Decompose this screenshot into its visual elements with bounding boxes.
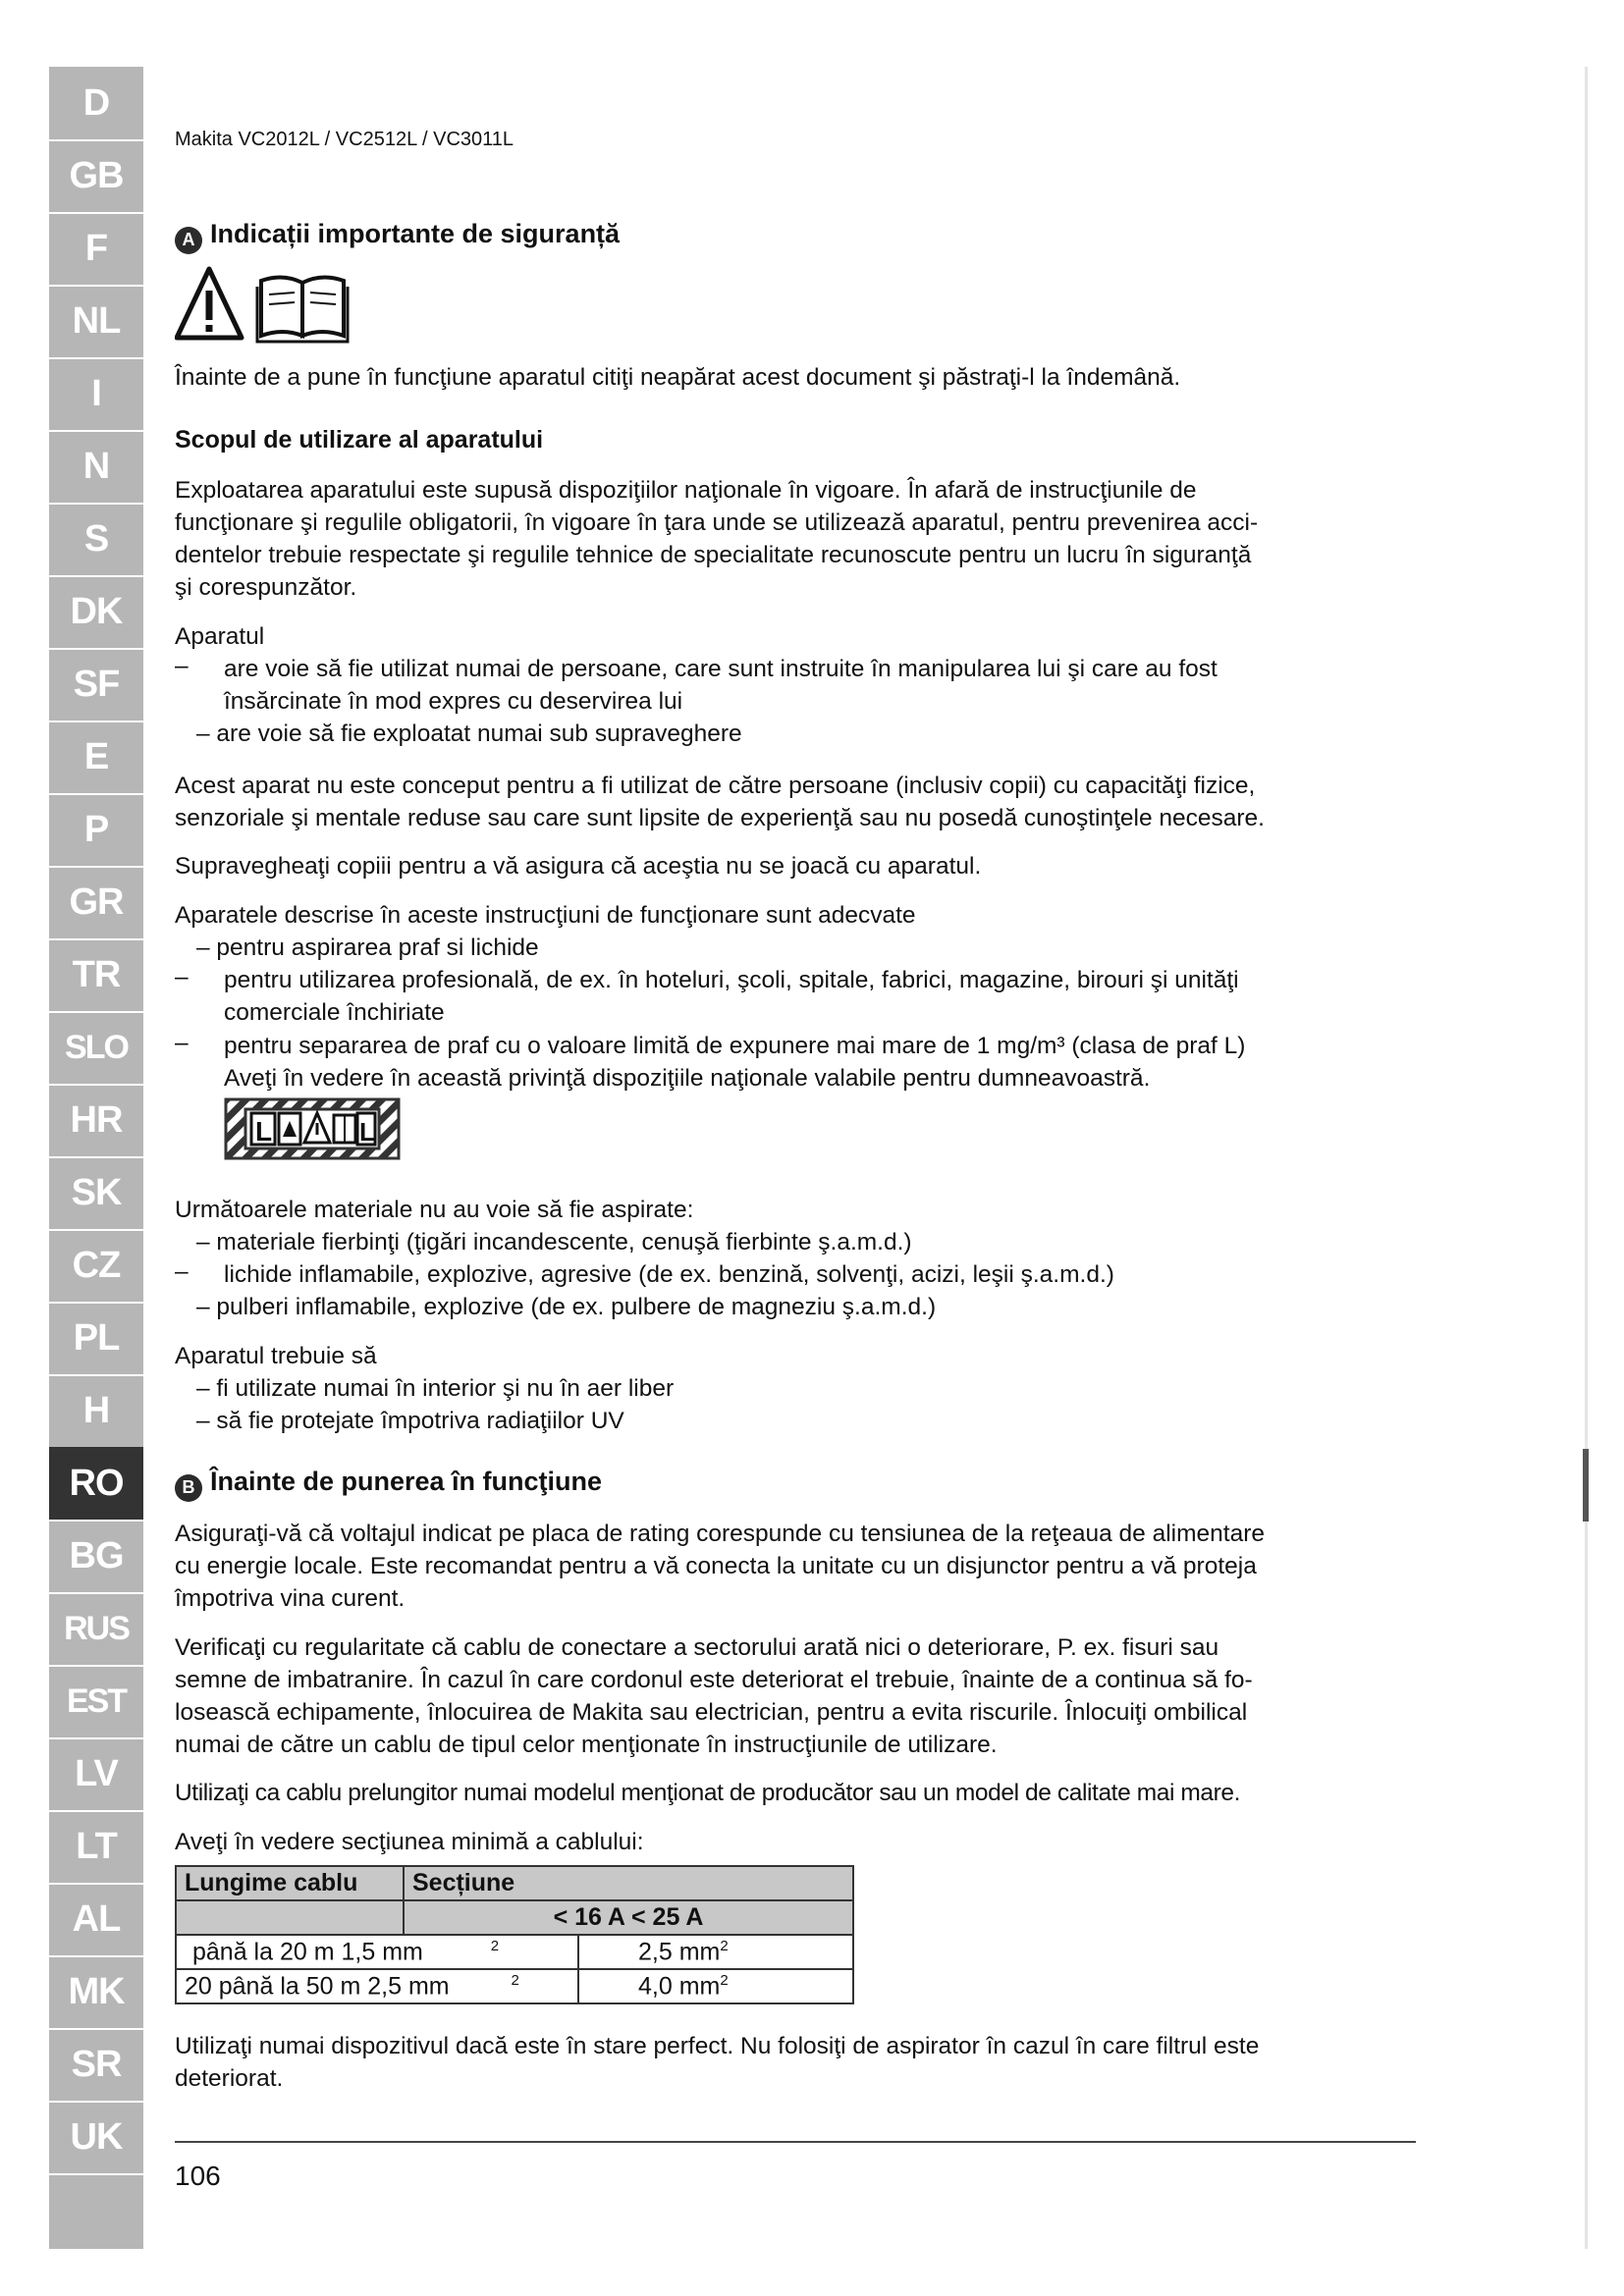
must-item-1: – fi utilizate numai în interior şi nu în aer liber: [196, 1375, 675, 1402]
table-cell-length-text: 20 până la 50 m 2,5 mm: [185, 1972, 450, 2001]
table-cell-sup: 2: [490, 1937, 500, 1954]
not-allowed-intro: Următoarele materiale nu au voie să fie aspirate:: [175, 1197, 694, 1223]
table-cell-value: [578, 1969, 853, 2003]
device-label: Aparatul: [175, 623, 265, 650]
dust-class-badge-svg: [224, 1097, 401, 1160]
table-cell-value-sup: 2: [720, 1971, 729, 1989]
cable-section-table: [175, 1865, 854, 2004]
dust-class-l-badge: [224, 1097, 401, 1165]
not-allowed-item-1: – materiale fierbinţi (ţigări incandescente, cenuşă fierbinte ş.a.m.d.): [196, 1229, 912, 1255]
safety-icons-svg: [175, 265, 361, 344]
safety-icons: [175, 265, 361, 348]
cable-check-paragraph: [175, 1631, 1422, 1761]
purpose-line: funcţionare şi regulile obligatorii, în vigoare în ţara unde se utilizează aparatul, pentru prevenirea acci-: [175, 509, 1259, 536]
lang-tab-s[interactable]: S: [49, 503, 143, 577]
not-allowed-item-2: lichide inflamabile, explozive, agresive (de ex. benzină, solvenţi, acizi, leşii ş.a.m.d.): [224, 1261, 1114, 1288]
section-a-title: [175, 219, 620, 254]
lang-tab-dk[interactable]: DK: [49, 575, 143, 650]
extension-text: Utilizaţi ca cablu prelungitor numai modelul menţionat de producător sau un model de calitate mai mare.: [175, 1780, 1241, 1806]
purpose-line: Exploatarea aparatului este supusă dispoziţiilor naţionale în vigoare. În afară de instrucţiunile de: [175, 477, 1197, 504]
perfect-line: Utilizaţi numai dispozitivul dacă este în stare perfect. Nu folosiţi de aspirator în cazul în care filtrul este: [175, 2033, 1260, 2059]
dust-class-letter: L: [255, 1116, 273, 1147]
not-designed-line: Acest aparat nu este conceput pentru a fi utilizat de către persoane (inclusiv copii) cu capacităţi fizice,: [175, 773, 1256, 799]
table-row: [176, 1935, 853, 1969]
table-header-section: Secțiune: [404, 1866, 853, 1900]
not-designed-paragraph: [175, 770, 1422, 834]
table-subheader-amps: < 16 A < 25 A: [404, 1900, 853, 1935]
footer-rule: [175, 2141, 1416, 2143]
warning-triangle-icon: [177, 269, 242, 338]
cable-check-line: Verificaţi cu regularitate că cablu de conectare a sectorului arată nici o deteriorare, P. ex. fisuri sau: [175, 1634, 1219, 1661]
lang-tab-n[interactable]: N: [49, 430, 143, 505]
lang-tab-slo[interactable]: SLO: [49, 1011, 143, 1086]
table-cell-value-text: 2,5 mm: [638, 1938, 721, 1966]
suitable-item-2-line: comerciale închiriate: [224, 999, 445, 1026]
device-item-2: – are voie să fie exploatat numai sub supraveghere: [196, 721, 742, 747]
lang-tab-bg[interactable]: BG: [49, 1520, 143, 1594]
section-a-badge: A: [175, 227, 202, 254]
lang-tab-tr[interactable]: TR: [49, 938, 143, 1013]
right-margin-rule: [1585, 67, 1588, 2249]
section-b-title-text: Înainte de punerea în funcţiune: [210, 1467, 603, 1496]
purpose-line: dentelor trebuie respectate şi regulile tehnice de specialitate recunoscute pentru un lucru în siguranţă: [175, 542, 1252, 568]
cable-check-line: semne de imbatranire. În cazul în care cordonul este deteriorat el trebuie, înainte de a continua să fo-: [175, 1667, 1253, 1693]
table-cell-sup: 2: [511, 1971, 519, 1989]
voltage-line: Asiguraţi-vă că voltajul indicat pe placa de rating corespunde cu tensiunea de la reţeaua de alimentare: [175, 1521, 1266, 1547]
lang-tab-sk[interactable]: SK: [49, 1156, 143, 1231]
manual-book-icon: [257, 277, 348, 342]
list-dash: –: [175, 964, 189, 990]
suitable-item-2-line: pentru utilizarea profesională, de ex. în hoteluri, şcoli, spitale, fabrici, magazine, birouri şi unităţi: [224, 967, 1239, 993]
lang-tab-nl[interactable]: NL: [49, 285, 143, 359]
table-subheader-row: [176, 1900, 853, 1935]
not-allowed-item-3: – pulberi inflamabile, explozive (de ex. pulbere de magneziu ş.a.m.d.): [196, 1294, 937, 1320]
lang-tab-cz[interactable]: CZ: [49, 1229, 143, 1304]
lang-tab-f[interactable]: F: [49, 212, 143, 287]
lang-tab-uk[interactable]: UK: [49, 2101, 143, 2175]
cable-check-line: numai de către un cablu de tipul celor menţionate în instrucţiunile de utilizare.: [175, 1732, 998, 1758]
lang-tab-h[interactable]: H: [49, 1374, 143, 1449]
lang-tab-sr[interactable]: SR: [49, 2028, 143, 2103]
lang-tab-lv[interactable]: LV: [49, 1737, 143, 1812]
lang-tab-rus[interactable]: RUS: [49, 1592, 143, 1667]
lang-tab-gr[interactable]: GR: [49, 866, 143, 940]
purpose-paragraph: [175, 474, 1422, 604]
device-item-1-line: însărcinate în mod expres cu deservirea lui: [224, 688, 683, 715]
lang-tab-e[interactable]: E: [49, 721, 143, 795]
suitable-item-2: [224, 964, 1239, 1029]
suitable-item-3: [224, 1030, 1245, 1095]
table-subheader-empty: [176, 1900, 404, 1935]
must-intro: Aparatul trebuie să: [175, 1343, 377, 1369]
table-cell-length: [176, 1969, 578, 2003]
suitable-item-3-line: Aveţi în vedere în această privinţă dispoziţiile naţionale valabile pentru dumneavoastră.: [224, 1065, 1151, 1092]
lang-tab-est[interactable]: EST: [49, 1665, 143, 1739]
cable-check-line: losească echipamente, înlocuirea de Makita sau electrician, pentru a evita riscurile. Înlocuiţi ombilical: [175, 1699, 1248, 1726]
lang-tab-ro[interactable]: RO: [49, 1447, 143, 1522]
table-row: [176, 1969, 853, 2003]
suitable-intro: Aparatele descrise în aceste instrucţiuni de funcţionare sunt adecvate: [175, 902, 916, 929]
purpose-line: şi corespunzător.: [175, 574, 357, 601]
lang-tab-i[interactable]: I: [49, 357, 143, 432]
section-b-badge: B: [175, 1474, 202, 1502]
suitable-item-1: – pentru aspirarea praf si lichide: [196, 934, 539, 961]
lang-tab-sf[interactable]: SF: [49, 648, 143, 722]
section-a-title-text: Indicații importante de siguranță: [210, 219, 621, 248]
list-dash: –: [175, 1030, 189, 1056]
must-item-2: – să fie protejate împotriva radiaţiilor UV: [196, 1408, 624, 1434]
right-margin-marker: [1583, 1449, 1589, 1522]
min-section-text: Aveţi în vedere secţiunea minimă a cablului:: [175, 1829, 644, 1855]
table-header-length: Lungime cablu: [176, 1866, 404, 1900]
voltage-line: cu energie locale. Este recomandat pentru a vă conecta la unitate cu un disjunctor pentru a vă proteja: [175, 1553, 1257, 1579]
intro-text: Înainte de a pune în funcţiune aparatul citiţi neapărat acest document şi păstraţi-l la îndemână.: [175, 364, 1181, 391]
table-header-row: [176, 1866, 853, 1900]
table-cell-value-sup: 2: [720, 1937, 729, 1954]
device-item-1-line: are voie să fie utilizat numai de persoane, care sunt instruite în manipularea lui şi care au fost: [224, 656, 1218, 682]
lang-tab-pl[interactable]: PL: [49, 1302, 143, 1376]
device-item-1: [224, 653, 1218, 718]
voltage-line: împotriva vina curent.: [175, 1585, 406, 1612]
not-designed-line: senzoriale şi mentale reduse sau care sunt lipsite de experienţă sau nu posedă cunoştinţele necesare.: [175, 805, 1265, 831]
table-cell-length-text: până la 20 m 1,5 mm: [192, 1938, 423, 1966]
lang-tab-p[interactable]: P: [49, 793, 143, 868]
list-dash: –: [175, 653, 189, 679]
section-b-title: [175, 1467, 602, 1502]
lang-tab-d[interactable]: D: [49, 67, 143, 141]
lang-tab-lt[interactable]: LT: [49, 1810, 143, 1885]
voltage-paragraph: [175, 1518, 1422, 1615]
dust-class-letter: L: [359, 1117, 375, 1147]
table-cell-value: [578, 1935, 853, 1969]
perfect-line: deteriorat.: [175, 2065, 284, 2092]
supervise-text: Supravegheaţi copiii pentru a vă asigura că aceştia nu se joacă cu aparatul.: [175, 853, 982, 880]
page-number: 106: [175, 2161, 221, 2191]
list-dash: –: [175, 1258, 189, 1285]
perfect-condition-paragraph: [175, 2030, 1422, 2095]
purpose-title: Scopul de utilizare al aparatului: [175, 426, 544, 454]
lang-tab-hr[interactable]: HR: [49, 1084, 143, 1158]
language-sidebar: [49, 67, 143, 2249]
lang-tab-mk[interactable]: MK: [49, 1955, 143, 2030]
table-cell-value-text: 4,0 mm: [638, 1972, 721, 2001]
table-cell-length: [176, 1935, 578, 1969]
model-header: Makita VC2012L / VC2512L / VC3011L: [175, 129, 514, 150]
suitable-item-3-line: pentru separarea de praf cu o valoare limită de expunere mai mare de 1 mg/m³ (clasa de praf L): [224, 1033, 1246, 1059]
lang-tab-gb[interactable]: GB: [49, 139, 143, 214]
lang-tab-al[interactable]: AL: [49, 1883, 143, 1957]
